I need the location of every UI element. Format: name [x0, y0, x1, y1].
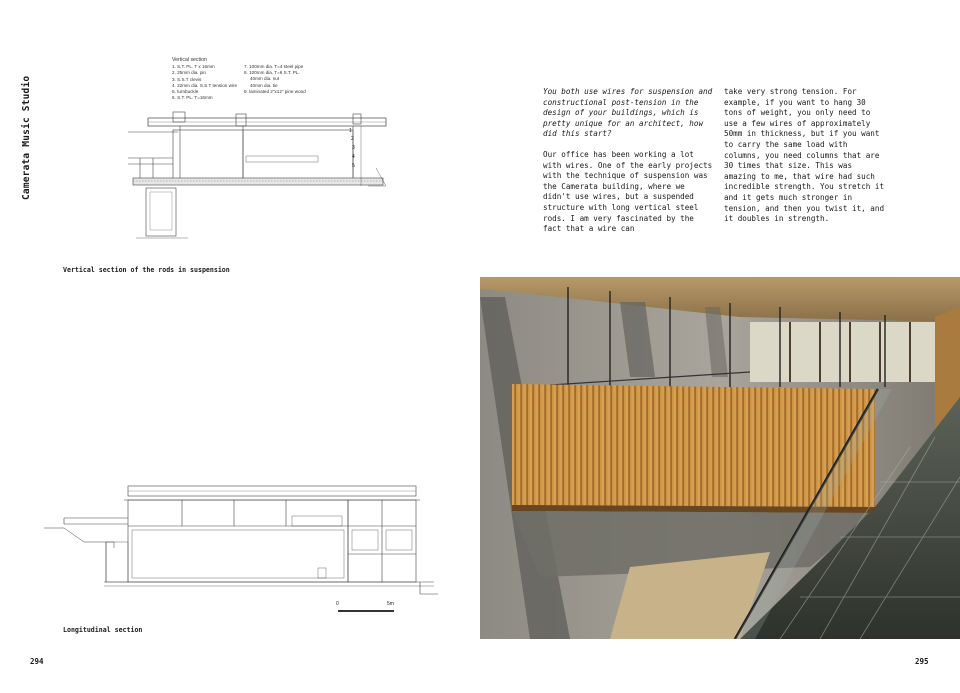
caption-longitudinal-section: Longitudinal section — [63, 626, 143, 634]
interview-question: You both use wires for suspension and constructional post-tension in the design of your buildings, which is pretty unique for an architect, how did this start? — [543, 87, 713, 139]
interview-answer-part-2: take very strong tension. For example, if you want to hang 30 tons of weight, you only need to use a few wires of approximately 50mm in thickness, but if you want to carry the same load with columns, you need columns that are 30 times that size. This was amazing to me, that wire had such incredible strength. You stretch it and it gets much stronger in tension, and then you twist it, and it doubles in strength. — [724, 87, 885, 224]
longitudinal-section-drawing — [44, 482, 438, 602]
section-number: 4 — [352, 154, 355, 160]
legend-item: 7. 100mm dia. T=4 steel pipe — [244, 64, 304, 69]
scale-bar — [336, 601, 396, 615]
interview-column-2 — [724, 87, 886, 225]
legend-item: 40mm dia. nut — [250, 76, 280, 82]
section-number: 1 — [349, 128, 352, 134]
page-number-left: 294 — [30, 657, 44, 666]
vertical-section-legend — [172, 57, 247, 101]
legend-item: 2. 25mm dia. pin — [172, 70, 206, 76]
interview-column-1 — [543, 87, 713, 235]
legend-item: 40mm dia. tie — [250, 82, 278, 88]
scale-start: 0 — [336, 601, 339, 607]
legend-item: 4. 22mm dia. S.S.T tension wire — [172, 82, 238, 88]
legend-item: 5. turnbuckle — [172, 89, 199, 95]
section-number: 2 — [351, 136, 354, 142]
legend-item: 1. S.T. PL. T x 16mm — [172, 64, 215, 70]
legend-heading: Vertical section — [172, 57, 207, 63]
vertical-section-legend-2 — [244, 64, 324, 95]
interior-photograph — [480, 277, 960, 639]
legend-item: 6. S.T. PL. T=16mm — [172, 95, 213, 101]
legend-item: 3. S.S.T clevis — [172, 76, 202, 82]
running-title: Camerata Music Studio — [21, 75, 32, 200]
caption-vertical-section: Vertical section of the rods in suspension — [63, 266, 230, 274]
page-number-right: 295 — [915, 657, 929, 666]
section-number: 5 — [352, 163, 355, 169]
legend-item: 8. 100mm dia. T=6 S.T. PL. — [244, 70, 300, 76]
legend-item: 9. laminated 2"x12" pine wood — [244, 88, 306, 94]
section-number: 3 — [352, 145, 355, 151]
interview-answer-part-1: Our office has been working a lot with wires. One of the early projects with the technique of suspension was the Camerata building, where we didn't use wires, but a suspended structure with long vertical steel rods. I am very fascinated by the fact that a wire can — [543, 149, 713, 234]
scale-end: 5m — [387, 601, 394, 607]
